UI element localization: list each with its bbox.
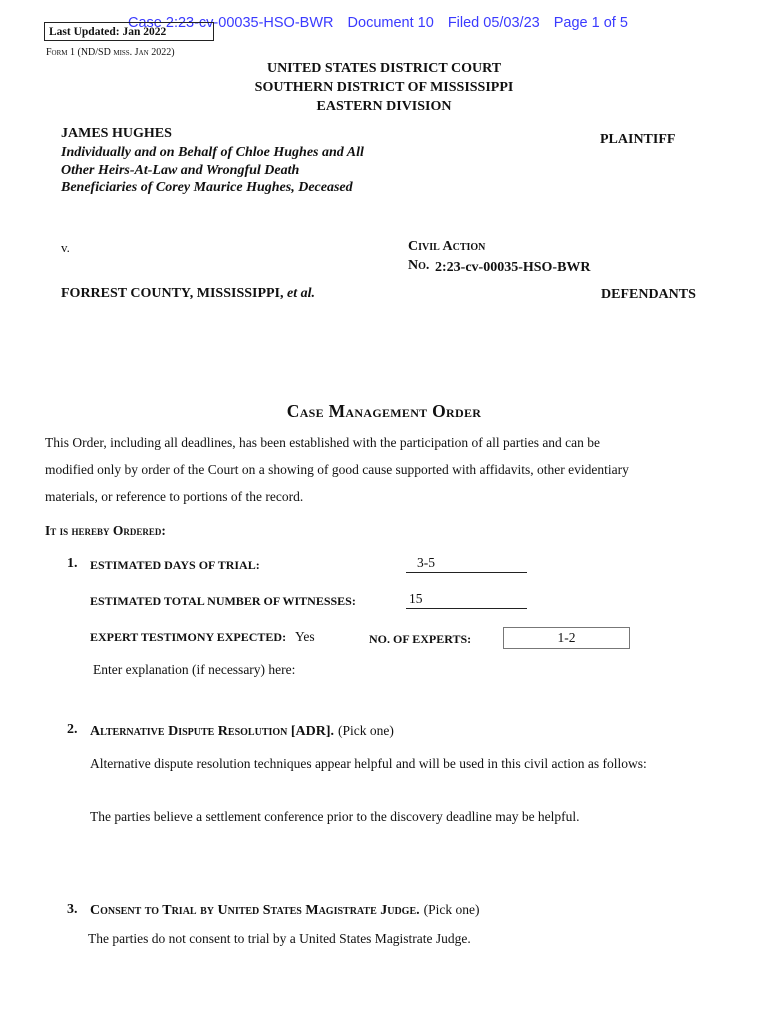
civil-action-number: 2:23-cv-00035-HSO-BWR	[435, 260, 591, 275]
trial-days-label: ESTIMATED DAYS OF TRIAL:	[90, 558, 260, 572]
plaintiff-capacity-line-1: Individually and on Behalf of Chloe Hughes and All	[61, 145, 364, 160]
witness-count-label: ESTIMATED TOTAL NUMBER OF WITNESSES:	[90, 594, 356, 608]
court-division: EASTERN DIVISION	[316, 99, 452, 114]
court-district: SOUTHERN DISTRICT OF MISSISSIPPI	[254, 80, 514, 95]
section-3-heading	[90, 901, 480, 919]
last-updated-box: Last Updated: Jan 2022	[44, 22, 214, 41]
defendant-role: DEFENDANTS	[601, 287, 696, 302]
defendant-et-al: et al.	[287, 286, 316, 301]
expert-testimony-value[interactable]: Yes	[295, 629, 315, 644]
court-name: UNITED STATES DISTRICT COURT	[266, 61, 502, 76]
adr-text: Alternative dispute resolution techniques appear helpful and will be used in this civil action as follows:	[90, 756, 647, 771]
case-number-stamp: Case 2:23-cv-00035-HSO-BWR	[128, 15, 334, 31]
explanation-prompt: Enter explanation (if necessary) here:	[93, 662, 296, 677]
trial-days-field[interactable]	[406, 555, 527, 573]
ordered-heading: It is hereby Ordered:	[45, 523, 166, 538]
adr-title: Alternative Dispute Resolution [ADR].	[90, 724, 335, 739]
civil-action-no-label: No.	[408, 258, 430, 273]
order-title: Case Management Order	[286, 401, 482, 421]
magistrate-pick-one: (Pick one)	[423, 902, 480, 917]
plaintiff-capacity-line-3: Beneficiaries of Corey Maurice Hughes, Deceased	[61, 180, 353, 195]
plaintiff-name: JAMES HUGHES	[61, 126, 172, 141]
expert-testimony-label: EXPERT TESTIMONY EXPECTED:	[90, 630, 287, 644]
document-number-stamp: Document 10	[347, 15, 434, 31]
defendant-county: FORREST COUNTY, MISSISSIPPI,	[61, 286, 284, 301]
versus: v.	[61, 240, 70, 255]
form-identifier: Form 1 (ND/SD miss. Jan 2022)	[46, 47, 175, 58]
witness-count-value: 15	[409, 591, 423, 606]
witness-count-field[interactable]	[406, 591, 527, 609]
adr-pick-one: (Pick one)	[338, 723, 394, 738]
intro-line-3: materials, or reference to portions of the record.	[45, 489, 304, 504]
adr-selection[interactable]: The parties believe a settlement conference prior to the discovery deadline may be helpful.	[90, 809, 580, 824]
experts-count-label: NO. OF EXPERTS:	[369, 632, 472, 646]
filed-date-stamp: Filed 05/03/23	[447, 15, 540, 31]
section-2-number: 2.	[67, 722, 78, 737]
magistrate-consent-title: Consent to Trial by United States Magistrate Judge.	[90, 903, 420, 918]
intro-line-2: modified only by order of the Court on a showing of good cause supported with affidavits, other evidentiary	[45, 462, 629, 477]
page-count-stamp: Page 1 of 5	[553, 15, 628, 31]
civil-action-label: Civil Action	[408, 239, 486, 254]
section-3-number: 3.	[67, 902, 78, 917]
trial-days-value: 3-5	[417, 555, 435, 570]
defendant-name	[61, 286, 315, 302]
magistrate-consent-selection[interactable]: The parties do not consent to trial by a United States Magistrate Judge.	[88, 931, 471, 946]
plaintiff-role: PLAINTIFF	[600, 132, 676, 147]
experts-count-field[interactable]: 1-2	[503, 627, 630, 649]
section-1-number: 1.	[67, 556, 78, 571]
plaintiff-capacity-line-2: Other Heirs-At-Law and Wrongful Death	[61, 163, 300, 178]
intro-line-1: This Order, including all deadlines, has been established with the participation of all parties and can be	[45, 435, 601, 450]
section-2-heading	[90, 722, 394, 740]
